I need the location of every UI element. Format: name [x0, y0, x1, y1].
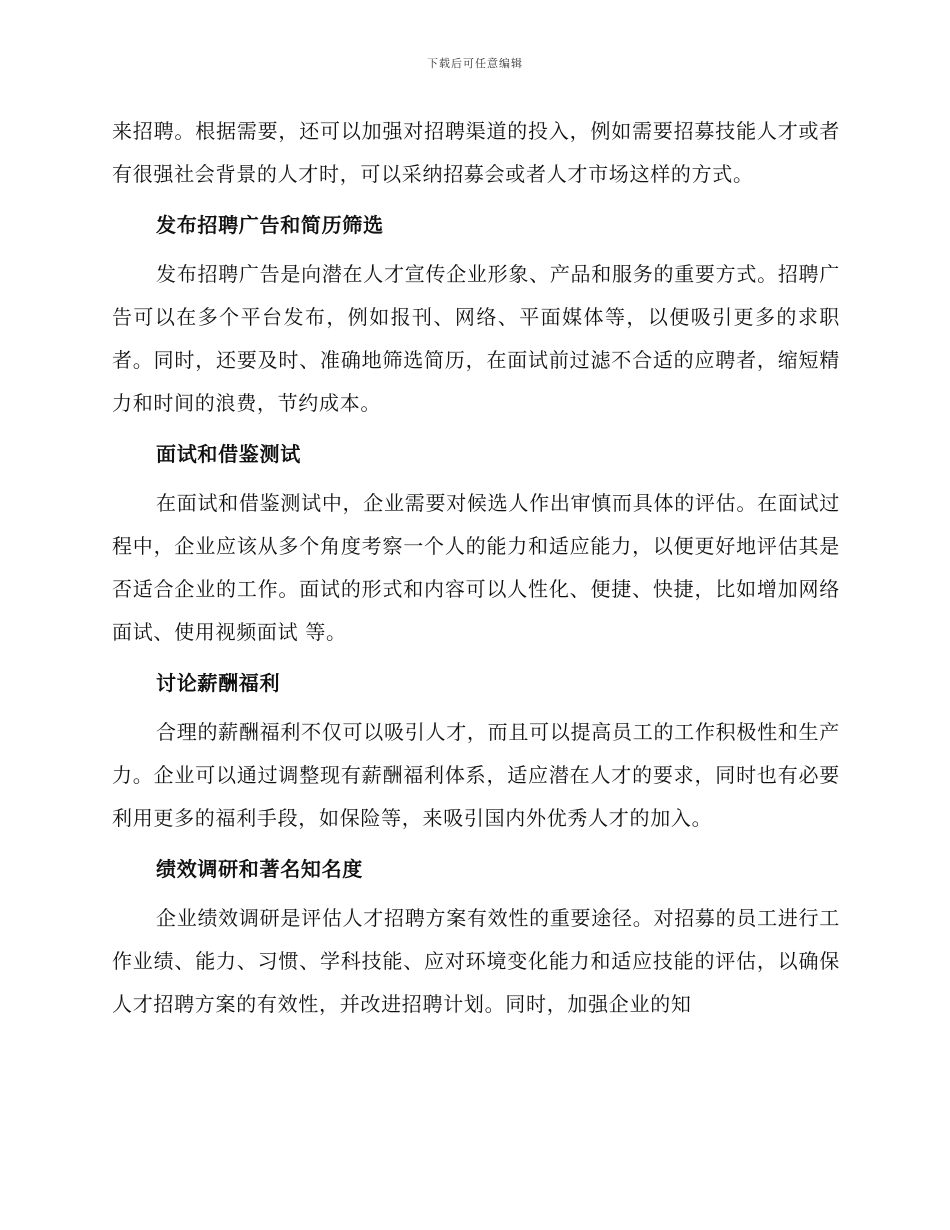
page-header: 下载后可任意编辑: [427, 57, 523, 70]
paragraph-performance: 企业绩效调研是评估人才招聘方案有效性的重要途径。对招募的员工进行工作业绩、能力、习惯、学科技能、应对环境变化能力和适应技能的评估，以确保人才招聘方案的有效性，并改进招聘计划。同时，加强企业的知: [112, 906, 840, 1016]
document-body: [112, 110, 840, 1026]
paragraph-recruitment-channels: 来招聘。根据需要，还可以加强对招聘渠道的投入，例如需要招募技能人才或者有很强社会背景的人才时，可以采纳招募会或者人才市场这样的方式。: [112, 119, 840, 186]
paragraph-salary: 合理的薪酬福利不仅可以吸引人才，而且可以提高员工的工作积极性和生产力。企业可以通过调整现有薪酬福利体系，适应潜在人才的要求，同时也有必要利用更多的福利手段，如保险等，来吸引国内外优秀人才的加入。: [112, 720, 840, 830]
paragraph-interview: 在面试和借鉴测试中，企业需要对候选人作出审慎而具体的评估。在面试过程中，企业应该从多个角度考察一个人的能力和适应能力，以便更好地评估其是否适合企业的工作。面试的形式和内容可以人性化、便捷、快捷，比如增加网络面试、使用视频面试 等。: [112, 491, 840, 644]
heading-performance-reputation: 绩效调研和著名知名度: [156, 857, 363, 881]
heading-job-ads-resume-screening: 发布招聘广告和简历筛选: [156, 213, 384, 237]
heading-interview-testing: 面试和借鉴测试: [156, 442, 301, 466]
heading-salary-benefits: 讨论薪酬福利: [156, 671, 281, 695]
paragraph-job-ads: 发布招聘广告是向潜在人才宣传企业形象、产品和服务的重要方式。招聘广告可以在多个平台发布，例如报刊、网络、平面媒体等，以便吸引更多的求职者。同时，还要及时、准确地筛选简历，在面试前过滤不合适的应聘者，缩短精力和时间的浪费，节约成本。: [112, 262, 840, 415]
